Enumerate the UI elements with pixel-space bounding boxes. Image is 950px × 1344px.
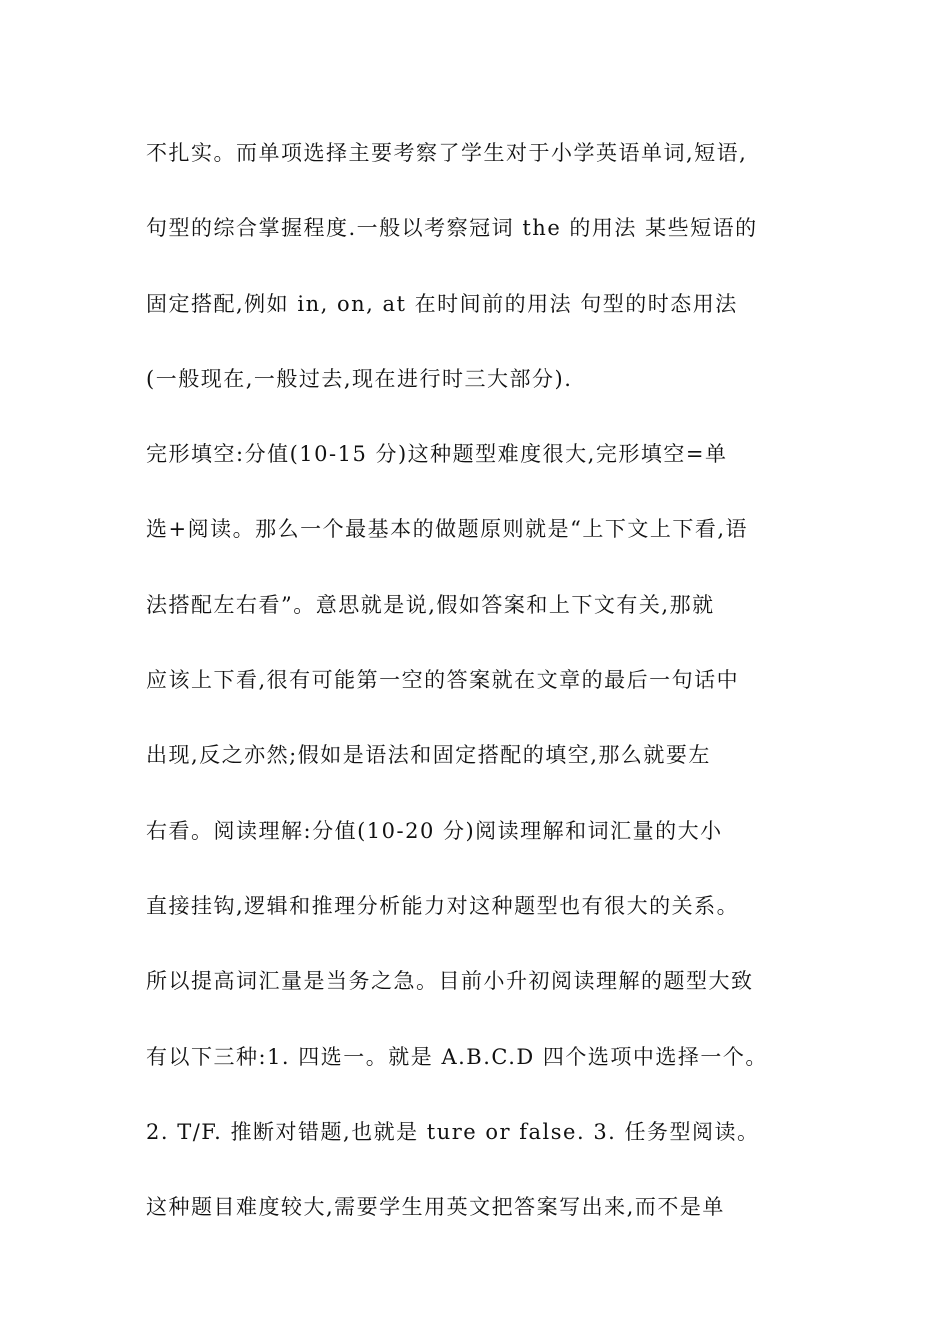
text-line: 句型的综合掌握程度.一般以考察冠词 the 的用法 某些短语的 xyxy=(146,216,758,241)
text-line: 出现,反之亦然;假如是语法和固定搭配的填空,那么就要左 xyxy=(146,743,711,768)
text-line: 完形填空:分值(10-15 分)这种题型难度很大,完形填空=单 xyxy=(146,442,728,467)
text-line: 右看。阅读理解:分值(10-20 分)阅读理解和词汇量的大小 xyxy=(146,818,723,843)
text-line: 所以提高词汇量是当务之急。目前小升初阅读理解的题型大致 xyxy=(146,969,754,994)
text-line: 法搭配左右看”。意思就是说,假如答案和上下文有关,那就 xyxy=(146,592,715,617)
text-line: 固定搭配,例如 in, on, at 在时间前的用法 句型的时态用法 xyxy=(146,291,738,316)
text-line: 不扎实。而单项选择主要考察了学生对于小学英语单词,短语, xyxy=(146,141,748,165)
body-text xyxy=(146,130,826,1259)
text-line: 应该上下看,很有可能第一空的答案就在文章的最后一句话中 xyxy=(146,668,740,693)
text-line: 选+阅读。那么一个最基本的做题原则就是“上下文上下看,语 xyxy=(146,517,749,542)
text-line: 2. T/F. 推断对错题,也就是 ture or false. 3. 任务型阅读。 xyxy=(146,1119,760,1144)
text-line: 这种题目难度较大,需要学生用英文把答案写出来,而不是单 xyxy=(146,1195,725,1220)
text-line: (一般现在,一般过去,现在进行时三大部分). xyxy=(146,366,573,391)
text-line: 有以下三种:1. 四选一。就是 A.B.C.D 四个选项中选择一个。 xyxy=(146,1044,768,1069)
text-line: 直接挂钩,逻辑和推理分析能力对这种题型也有很大的关系。 xyxy=(146,893,740,918)
